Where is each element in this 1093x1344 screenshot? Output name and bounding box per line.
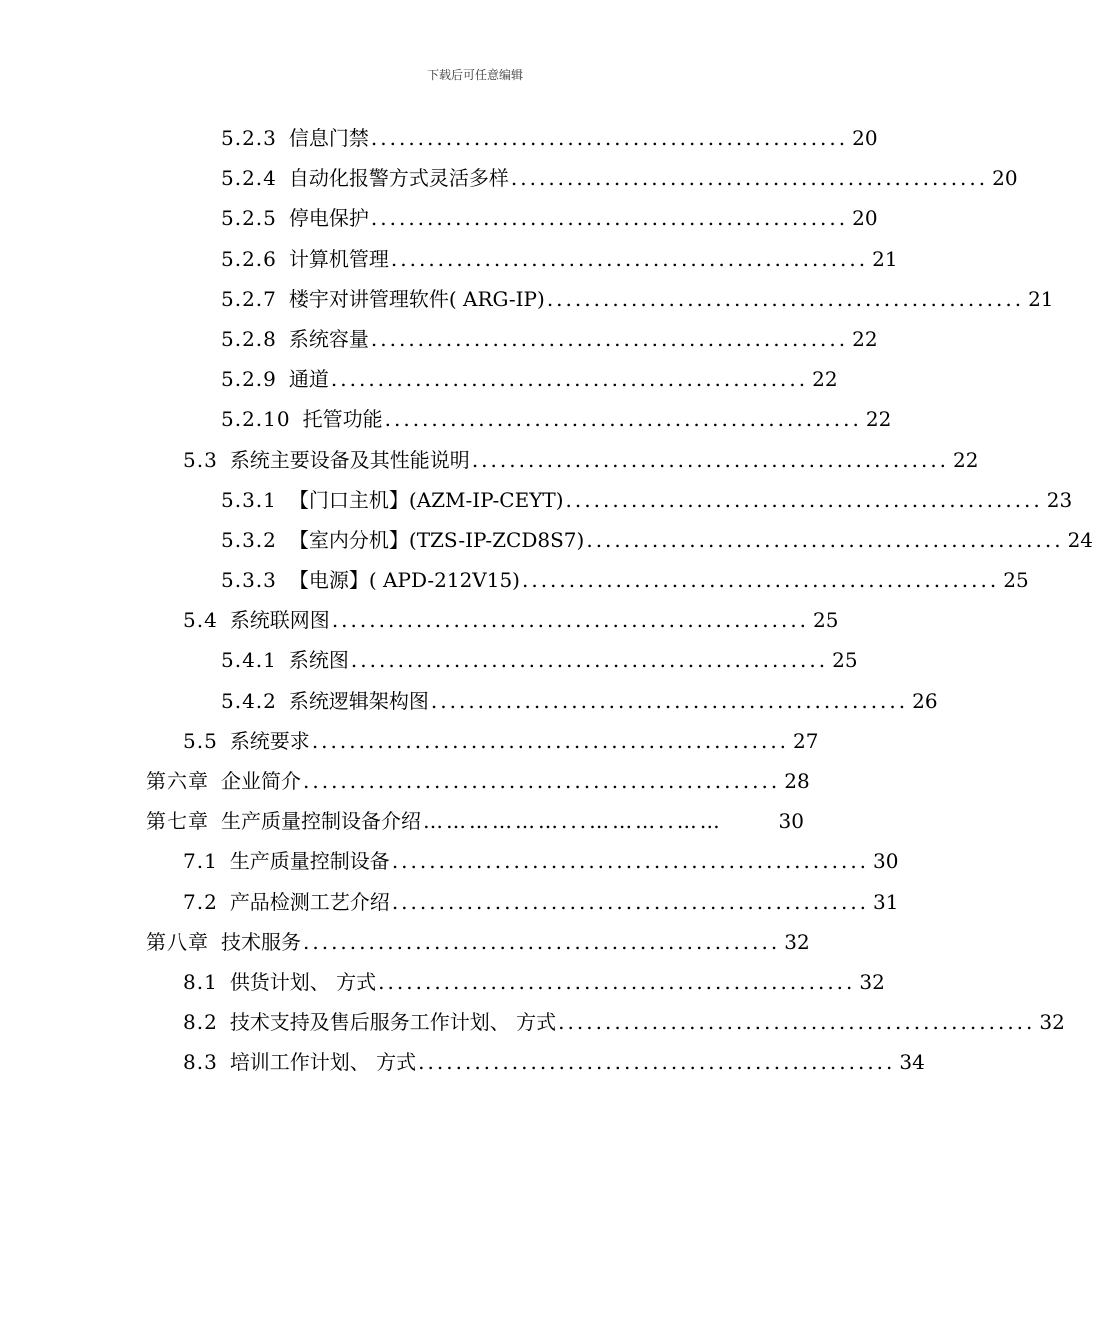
toc-entry-row [183,440,979,480]
toc-entry[interactable] [0,640,950,680]
toc-entry-title: 生产质量控制设备 [229,849,390,874]
toc-dot-leader: ................................................... [521,568,1000,593]
toc-entry-page-number: 28 [784,769,810,793]
toc-entry[interactable] [0,761,950,801]
toc-entry-title: 系统容量 [288,326,369,351]
toc-entry[interactable] [0,560,1029,600]
toc-dot-leader: ................................................... [384,407,862,432]
toc-entry-page-number: 30 [873,849,899,874]
toc-entry-number: 5.2.6 [221,246,277,271]
toc-entry[interactable] [0,158,1018,198]
toc-entry-page-number: 25 [832,648,858,673]
toc-entry-row [221,480,1073,520]
toc-entry-number: 第八章 [146,929,209,954]
toc-entry-row [221,520,1093,560]
toc-entry-title: 系统要求 [229,728,310,753]
toc-dot-leader: ................................................... [586,527,1064,552]
toc-entry[interactable] [0,198,950,238]
toc-entry-number: 7.2 [183,889,218,914]
toc-entry-row [221,399,892,439]
toc-entry-row [183,1002,1065,1042]
toc-entry-page-number: 34 [899,1050,925,1075]
toc-entry[interactable] [0,239,950,279]
toc-entry-number: 5.2.5 [221,206,277,231]
toc-entry-number: 5.2.3 [221,126,277,150]
toc-entry-title: 系统逻辑架构图 [288,688,429,713]
toc-entry-row [221,239,898,279]
toc-entry[interactable] [0,520,1093,560]
toc-entry-row [183,962,885,1002]
toc-dot-leader: ................................................... [391,889,870,914]
toc-entry-page-number: 27 [793,728,819,753]
toc-entry-row [221,198,878,238]
toc-entry-title: 信息门禁 [288,126,369,150]
toc-entry-row [221,158,1018,198]
toc-entry-title: 系统主要设备及其性能说明 [229,447,470,472]
toc-entry-page-number: 23 [1046,487,1073,512]
toc-entry[interactable] [0,882,950,922]
toc-entry-row [221,681,938,721]
toc-entry-row [183,721,819,761]
toc-entry-title: 生产质量控制设备介绍 [221,809,421,834]
toc-dot-leader: ................................................... [303,929,781,954]
page-header: 下载后可任意编辑 [426,68,523,82]
toc-dot-leader: ................................................... [558,1010,1036,1035]
toc-entry-number: 8.3 [183,1050,218,1075]
toc-entry[interactable] [0,359,950,399]
toc-entry[interactable] [0,279,1054,319]
toc-entry-title: 培训工作计划、 方式 [229,1050,417,1075]
toc-entry-row [183,882,899,922]
toc-entry-page-number: 30 [778,809,804,834]
toc-entry[interactable] [0,922,950,962]
toc-entry-page-number: 22 [953,447,979,472]
toc-entry-row [221,118,878,158]
toc-entry-row [221,279,1054,319]
toc-entry-page-number: 21 [1028,286,1054,311]
toc-dot-leader: ................................................... [370,126,849,150]
toc-entry[interactable] [0,1002,1065,1042]
toc-entry-page-number: 20 [852,206,878,231]
toc-entry-row [146,801,804,841]
toc-entry[interactable] [0,962,950,1002]
toc-entry-page-number: 22 [852,326,878,351]
toc-dot-leader: ................................................... [418,1050,896,1075]
toc-entry-title: 【门口主机】(AZM-IP-CEYT) [288,487,564,512]
toc-entry-number: 5.3 [183,447,218,472]
toc-entry-number: 5.2.4 [221,166,277,191]
toc-entry-number: 5.4.1 [221,648,277,673]
toc-entry-page-number: 32 [1039,1010,1065,1035]
toc-entry-title: 产品检测工艺介绍 [229,889,390,914]
toc-dot-leader: ................................................... [430,688,909,713]
toc-dot-leader: ................................................... [546,286,1025,311]
toc-entry-number: 5.2.10 [221,407,291,432]
toc-dot-leader: ................................................... [331,608,810,633]
toc-entry-title: 供货计划、 方式 [229,969,377,994]
toc-entry-number: 7.1 [183,849,218,874]
toc-entry-number: 5.3.2 [221,527,277,552]
toc-entry[interactable] [0,440,979,480]
toc-entry-title: 托管功能 [302,407,383,432]
toc-dot-leader: ................................................... [390,246,869,271]
toc-entry-number: 5.2.7 [221,286,277,311]
toc-entry-page-number: 31 [873,889,899,914]
toc-dot-leader: ................................................... [330,367,809,392]
toc-dot-leader: ................................................... [565,487,1043,512]
toc-entry[interactable] [0,319,950,359]
toc-entry-page-number: 24 [1067,527,1093,552]
toc-dot-leader: ................................................... [510,166,989,191]
toc-dot-leader: ................................................... [350,648,829,673]
toc-entry-page-number: 32 [859,969,885,994]
toc-entry-number: 5.3.1 [221,487,277,512]
toc-entry-page-number: 32 [784,929,810,954]
toc-entry-number: 8.2 [183,1010,218,1035]
toc-entry-row [221,640,858,680]
toc-entry-page-number: 20 [852,126,878,150]
toc-entry-number: 5.3.3 [221,568,277,593]
toc-dot-leader: ................................................... [471,447,950,472]
toc-entry-page-number: 21 [872,246,898,271]
toc-entry-title: 技术服务 [221,929,301,954]
toc-entry[interactable] [0,681,950,721]
toc-entry-row [183,1042,925,1082]
toc-entry[interactable] [0,721,950,761]
toc-entry[interactable] [0,801,950,841]
toc-entry[interactable] [0,480,1073,520]
toc-entry-page-number: 26 [912,688,938,713]
toc-dot-leader: ………………...………..…… [423,809,723,834]
toc-entry-page-number: 22 [865,407,892,432]
toc-entry-title: 【室内分机】(TZS-IP-ZCD8S7) [288,527,585,552]
toc-entry-page-number: 25 [813,608,839,633]
toc-entry-title: 企业简介 [221,769,301,793]
toc-entry-number: 5.5 [183,728,218,753]
toc-entry[interactable] [0,1042,950,1082]
toc-entry-title: 技术支持及售后服务工作计划、 方式 [229,1010,557,1035]
toc-entry-number: 第七章 [146,809,209,834]
toc-entry[interactable] [0,841,950,881]
toc-entry-title: 楼宇对讲管理软件( ARG-IP) [288,286,545,311]
toc-entry-number: 第六章 [146,769,209,793]
toc-entry-row [146,922,810,962]
toc-entry[interactable] [0,399,950,439]
toc-entry-page-number: 25 [1003,568,1029,593]
toc-entry-row [221,319,878,359]
toc-entry-number: 5.2.9 [221,367,277,392]
toc-entry-row [221,560,1029,600]
toc-entry-row [221,359,838,399]
toc-entry-row [146,761,810,801]
toc-entry-title: 【电源】( APD-212V15) [288,568,520,593]
toc-entry-page-number: 20 [992,166,1018,191]
toc-dot-leader: ................................................... [370,206,849,231]
toc-entry-number: 8.1 [183,969,218,994]
toc-entry[interactable] [0,118,950,158]
toc-entry-title: 系统联网图 [229,608,330,633]
toc-entry-row [183,841,899,881]
toc-entry-row [183,600,839,640]
toc-entry-title: 计算机管理 [288,246,389,271]
toc-entry-number: 5.2.8 [221,326,277,351]
toc-dot-leader: ................................................... [303,769,781,793]
toc-entry-number: 5.4 [183,608,218,633]
toc-entry-title: 系统图 [288,648,349,673]
toc-dot-leader: ................................................... [378,969,856,994]
toc-entry-title: 停电保护 [288,206,369,231]
toc-entry-title: 自动化报警方式灵活多样 [288,166,509,191]
toc-dot-leader: ................................................... [370,326,849,351]
toc-entry-number: 5.4.2 [221,688,277,713]
table-of-contents [0,118,1093,1083]
toc-entry[interactable] [0,600,950,640]
toc-entry-title: 通道 [288,367,329,392]
toc-dot-leader: ................................................... [311,728,790,753]
toc-dot-leader: ................................................... [391,849,870,874]
toc-entry-page-number: 22 [812,367,838,392]
